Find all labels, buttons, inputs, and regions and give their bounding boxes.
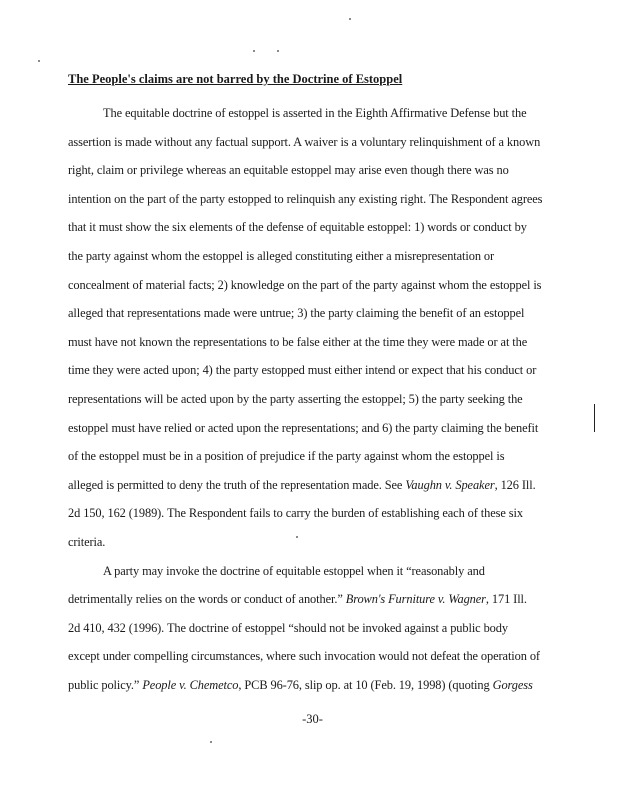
body-line: of the estoppel must be in a position of prejudice if the party against whom the estoppel is [68,449,505,464]
scan-speck [253,50,255,52]
section-heading: The People's claims are not barred by the Doctrine of Estoppel [68,72,403,86]
body-line: concealment of material facts; 2) knowledge on the part of the party against whom the estoppel is [68,277,542,292]
body-line: The equitable doctrine of estoppel is asserted in the Eighth Affirmative Defense but the [103,106,527,120]
body-line: must have not known the representations to be false either at the time they were made or at the [68,334,528,349]
margin-mark [594,404,595,432]
scan-speck [349,18,351,20]
body-line [68,592,527,607]
body-line: right, claim or privilege whereas an equitable estoppel may arise even though there was no [68,163,509,178]
body-line: except under compelling circumstances, where such invocation would not defeat the operation of [68,649,540,664]
body-line: the party against whom the estoppel is alleged constituting either a misrepresentation or [68,249,495,263]
body-line: that it must show the six elements of the defense of equitable estoppel: 1) words or conduct by [68,220,527,235]
case-citation: People v. Chemetco [142,678,239,692]
body-line: alleged that representations made were untrue; 3) the party claiming the benefit of an estoppel [68,306,525,321]
body-line: time they were acted upon; 4) the party estopped must either intend or expect that his conduct or [68,363,537,378]
scan-speck [296,536,298,538]
body-line: 2d 410, 432 (1996). The doctrine of estoppel “should not be invoked against a public body [68,620,508,635]
case-citation: Brown's Furniture v. Wagner [345,592,486,607]
case-citation: Vaughn v. Speaker [405,477,495,492]
scan-speck [210,741,212,743]
scan-speck [277,50,279,52]
body-text: alleged is permitted to deny the truth of the representation made. See [68,477,406,492]
scan-speck [38,60,40,62]
body-line: representations will be acted upon by the party asserting the estoppel; 5) the party seeking the [68,392,523,406]
page-number: -30- [302,712,323,726]
body-text: , 171 Ill. [485,592,527,607]
body-text: public policy.” [68,678,143,692]
body-line: assertion is made without any factual support. A waiver is a voluntary relinquishment of a known [68,134,541,149]
body-line [68,678,533,693]
body-line: A party may invoke the doctrine of equitable estoppel when it “reasonably and [103,563,485,578]
body-line: estoppel must have relied or acted upon the representations; and 6) the party claiming the benefit [68,420,539,435]
body-line: criteria. [68,535,106,549]
body-text: , 126 Ill. [494,477,536,492]
body-line [68,478,536,493]
case-citation: Gorgess [492,678,533,692]
body-line: intention on the part of the party estopped to relinquish any existing right. The Respondent agrees [68,191,543,206]
body-text: , PCB 96-76, slip op. at 10 (Feb. 19, 1998) (quoting [238,678,493,692]
body-text: detrimentally relies on the words or conduct of another.” [68,592,346,607]
body-line: 2d 150, 162 (1989). The Respondent fails to carry the burden of establishing each of these six [68,506,523,521]
